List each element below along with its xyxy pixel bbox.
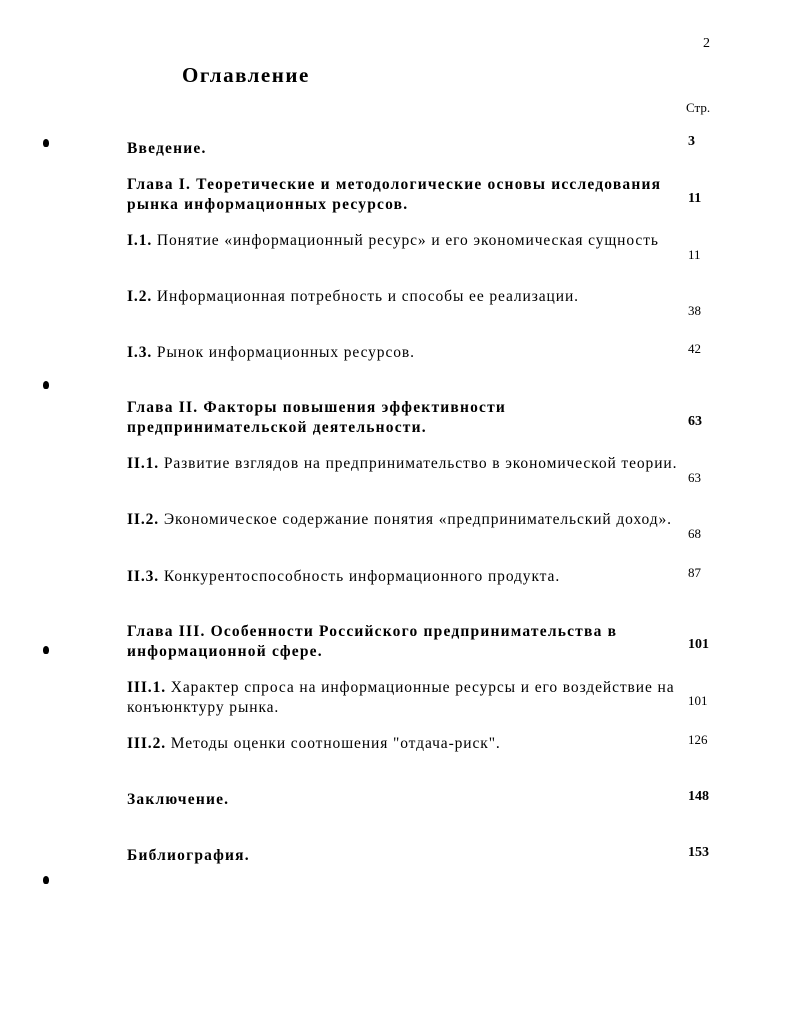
toc-entry-bibliography: Библиография. xyxy=(127,847,250,864)
toc-page-section-2-2: 68 xyxy=(688,526,701,541)
section-text: Характер спроса на информационные ресурсы и его воздействие на конъюнктуру рынка. xyxy=(127,679,675,716)
section-number: II.2. xyxy=(127,511,160,528)
section-text: Методы оценки соотношения "отдача-риск". xyxy=(170,735,501,752)
toc-page-conclusion: 148 xyxy=(688,789,709,804)
toc-page-section-1-3: 42 xyxy=(688,341,701,356)
toc-page-section-3-1: 101 xyxy=(688,693,708,708)
punch-mark-icon xyxy=(43,381,49,389)
toc-entry-chapter-1: Глава I. Теоретические и методологические основы исследования рынка информационных ресурсов. xyxy=(127,176,662,213)
toc-entry-section-3-2 xyxy=(127,734,687,754)
section-text: Понятие «информационный ресурс» и его экономическая сущность xyxy=(156,232,659,249)
section-number: I.3. xyxy=(127,344,153,361)
section-text: Информационная потребность и способы ее реализации. xyxy=(156,288,579,305)
toc-entry-section-2-1 xyxy=(127,454,687,474)
toc-page-chapter-2: 63 xyxy=(688,414,702,429)
page-number: 2 xyxy=(703,36,710,51)
toc-page-section-3-2: 126 xyxy=(688,732,708,747)
toc-page-chapter-1: 11 xyxy=(688,191,702,206)
toc-entry-conclusion: Заключение. xyxy=(127,791,230,808)
toc-page-section-1-1: 11 xyxy=(688,247,701,262)
section-number: II.1. xyxy=(127,455,160,472)
toc-entry-chapter-2: Глава II. Факторы повышения эффективности предпринимательской деятельности. xyxy=(127,399,507,436)
toc-entry-section-3-1 xyxy=(127,678,687,718)
section-text: Развитие взглядов на предпринимательство в экономической теории. xyxy=(163,455,678,472)
punch-mark-icon xyxy=(43,876,49,884)
page-title: Оглавление xyxy=(182,63,310,87)
section-number: I.1. xyxy=(127,232,153,249)
section-text: Рынок информационных ресурсов. xyxy=(156,344,415,361)
toc-page-section-2-1: 63 xyxy=(688,470,701,485)
toc-page-intro: 3 xyxy=(688,134,695,149)
section-number: I.2. xyxy=(127,288,153,305)
section-text: Конкурентоспособность информационного продукта. xyxy=(163,568,561,585)
toc-entry-section-2-3 xyxy=(127,567,687,587)
toc-entry-chapter-3: Глава III. Особенности Российского предпринимательства в информационной сфере. xyxy=(127,623,618,660)
toc-entry-section-1-3 xyxy=(127,343,687,363)
section-number: III.1. xyxy=(127,679,166,696)
toc-entry-section-2-2 xyxy=(127,510,687,530)
punch-mark-icon xyxy=(43,139,49,147)
section-number: II.3. xyxy=(127,568,160,585)
toc-page-chapter-3: 101 xyxy=(688,637,709,652)
page-column-header: Стр. xyxy=(686,100,711,115)
toc-page-section-1-2: 38 xyxy=(688,303,701,318)
punch-mark-icon xyxy=(43,646,49,654)
toc-entry-intro: Введение. xyxy=(127,140,207,157)
toc-entry-section-1-2 xyxy=(127,287,687,307)
toc-entry-section-1-1 xyxy=(127,231,687,251)
toc-page-section-2-3: 87 xyxy=(688,565,701,580)
section-text: Экономическое содержание понятия «предпринимательский доход». xyxy=(163,511,672,528)
toc-page-bibliography: 153 xyxy=(688,845,709,860)
section-number: III.2. xyxy=(127,735,166,752)
